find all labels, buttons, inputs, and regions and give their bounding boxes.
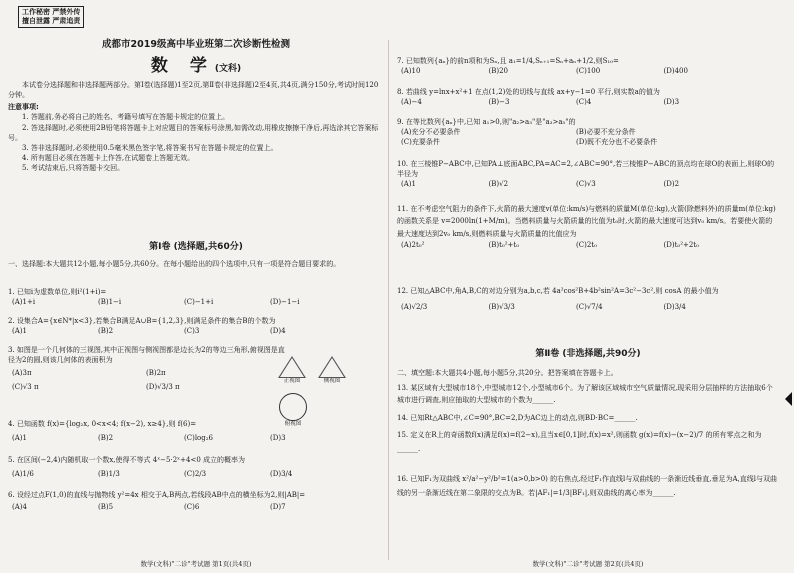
page-footer-right: 数学(文科)"二诊"考试题 第2页(共4页) [532,559,644,568]
option-c: (C)4 [576,98,592,107]
options-row [8,326,384,336]
option-a: (A)√2/3 [401,302,428,311]
question-12 [397,286,779,312]
option-c: (C)充要条件 [401,138,440,147]
subject-suffix: (文科) [214,64,242,74]
question-stem: 14. 已知Rt△ABC中,∠C=90°,BC=2,D为AC边上的动点,则BD·BC=______. [397,414,638,422]
page-right [397,0,779,573]
front-view-label: 正视图 [283,378,301,384]
option-d: (D)−1−i [270,298,300,307]
option-d: (D)3/4 [663,302,686,311]
option-c: (C)2/3 [184,470,207,479]
question-2 [8,316,384,336]
option-a: (A)3π [12,369,32,378]
notice-item: 4. 所有题目必须在答题卡上作答,在试题卷上答题无效。 [22,153,195,162]
option-c: (C)log₂6 [184,434,214,443]
option-a: (A)1 [12,434,27,443]
option-c: (C)2t₀ [576,240,597,249]
question-11 [397,203,779,250]
option-d: (D)既不充分也不必要条件 [576,138,658,147]
option-d: (D)√3/3 π [146,383,180,392]
option-a: (A)2t₀² [401,240,425,249]
option-b: (B)t₀²+t₀ [488,240,520,249]
notice-item: 2. 答选择题时,必须使用2B铅笔将答题卡上对应题目的答案标号涂黑,如需改动,用橡皮擦擦干净后,再选涂其它答案标号。 [8,123,379,142]
option-a: (A)1/6 [12,470,34,479]
option-a: (A)1 [401,180,416,189]
options-row [397,179,779,189]
option-d: (D)400 [663,67,688,76]
circle-shape [279,393,307,421]
page-footer-left: 数学(文科)"二诊"考试题 第1页(共4页) [140,559,252,568]
question-stem: 6. 设经过点F(1,0)的直线与抛物线 y²=4x 相交于A,B两点,若线段AB中点的横坐标为2,则|AB|= [8,491,306,499]
subject-name: 数 学 [150,56,215,76]
intro-paragraph: 本试卷分选择题和非选择题两部分。第Ⅰ卷(选择题)1至2页,第Ⅱ卷(非选择题)2至4页,共4页,满分150分,考试时间120分钟。 [8,81,379,100]
question-stem: 1. 已知i为虚数单位,则i²(1+i)= [8,288,107,296]
option-c: (C)6 [184,503,200,512]
question-10 [397,159,779,189]
option-b: (B)2π [146,369,166,378]
option-c: (C)100 [576,67,601,76]
notice-title: 注意事项: [8,103,39,112]
options-row [397,97,779,107]
page-fold-divider [388,40,389,560]
triangle-shape [318,356,346,378]
question-stem: 13. 某区域有大型城市18个,中型城市12个,小型城市6个。为了解该区域城市空气质量情况,现采用分层抽样的方法抽取6个城市进行调查,则应抽取的大型城市的个数为______. [397,384,773,405]
option-a: (A)4 [12,503,27,512]
option-d: (D)7 [270,503,286,512]
question-stem: 3. 如图是一个几何体的三视图,其中正视图与侧视图都是边长为2的等边三角形,俯视图是直径为2的圆,则该几何体的表面积为 [8,346,285,365]
question-15 [397,428,779,456]
question-stem: 11. 在不考虑空气阻力的条件下,火箭的最大速度v(单位:km/s)与燃料的质量M(单位:kg),火箭(除燃料外)的质量m(单位:kg)的函数关系是 v=2000ln(1+M/m)。当燃料质量与火箭质量的比值为t₀时,火箭的最大速度可达到v₀ km/s。若要使火箭的最大速度达到2v₀ km/s,则燃料质量与火箭质量的比值应为 [397,205,776,238]
option-c: (C)√7/4 [576,302,603,311]
options-row [397,240,779,250]
option-c: (C)√3 π [12,383,39,392]
option-b: (B)1/3 [98,470,120,479]
option-d: (D)4 [270,327,286,336]
option-d: (D)3/4 [270,470,293,479]
options-row [397,302,779,312]
options-row [8,433,384,443]
exam-title: 成都市2019级高中毕业班第二次诊断性检测 [102,39,290,50]
question-stem: 7. 已知数列{aₙ}的前n项和为Sₙ,且 a₁=1/4,Sₙ₊₁=Sₙ+aₙ+1/2,则S₁₀= [397,57,619,65]
option-b: (B)必要不充分条件 [576,128,636,137]
stamp-line-2: 擅自泄露 严肃追责 [22,16,81,25]
question-stem: 16. 已知F₁为双曲线 x²/a²−y²/b²=1(a>0,b>0) 的右焦点,经过F₁作直线l与双曲线的一条渐近线垂直,垂足为A,直线l与双曲线的另一条渐近线在第二象限的交点为B。若|AF₁|=1/3|BF₁|,则双曲线的离心率为______. [397,475,778,498]
option-c: (C)3 [184,327,200,336]
triangle-shape [278,356,306,378]
question-14 [397,413,779,423]
options-row [397,137,779,147]
options-row [397,66,779,76]
notice-item: 1. 答题前,务必将自己的姓名、考籍号填写在答题卡规定的位置上。 [22,113,230,122]
part1-title: 第Ⅰ卷 (选择题,共60分) [149,242,243,252]
top-view-label: 俯视图 [284,421,302,427]
option-a: (A)10 [401,67,421,76]
page-left [8,0,384,573]
question-stem: 4. 已知函数 f(x)={log₂x, 0<x<4; f(x−2), x≥4},则 f(6)= [8,420,197,428]
option-b: (B)20 [488,67,509,76]
part2-title: 第Ⅱ卷 (非选择题,共90分) [535,349,641,359]
notice-item: 5. 考试结束后,只将答题卡交回。 [22,164,125,173]
option-a: (A)1 [12,327,27,336]
question-3 [8,345,288,393]
question-4 [8,419,384,443]
option-b: (B)√2 [488,180,509,189]
stamp-line-1: 工作秘密 严禁外传 [22,8,81,16]
notice-item: 3. 答非选择题时,必须使用0.5毫米黑色签字笔,将答案书写在答题卡规定的位置上。 [22,143,278,152]
option-b: (B)1−i [98,298,122,307]
option-d: (D)t₀²+2t₀ [663,240,699,249]
section1-intro [8,259,384,269]
options-row [8,382,288,392]
question-stem: 5. 在区间(−2,4)内随机取一个数x,使得不等式 4ˣ−5·2ˣ+4<0 成立的概率为 [8,456,246,464]
option-b: (B)√3/3 [488,302,515,311]
question-5 [8,455,384,479]
option-b: (B)5 [98,503,114,512]
confidential-stamp [18,6,84,28]
question-1 [8,287,384,307]
side-view-figure [318,356,346,386]
option-c: (C)−1+i [184,298,214,307]
question-stem: 9. 在等比数列{aₙ}中,已知 a₁>0,则"a₂>a₃"是"a₃>a₅"的 [397,118,576,126]
option-c: (C)√3 [576,180,596,189]
question-stem: 15. 定义在R上的奇函数f(x)满足f(x)=f(2−x),且当x∈[0,1]时,f(x)=x²,则函数 g(x)=f(x)−(x−2)/7 的所有零点之和为______. [397,431,762,453]
options-row [8,502,384,512]
instructions-block [8,80,384,173]
option-d: (D)3 [270,434,286,443]
side-view-label: 侧视图 [323,378,341,384]
section2-intro [397,368,779,378]
options-row [8,469,384,479]
option-d: (D)2 [663,180,680,189]
question-stem: 2. 设集合A={x∈N*|x<3},若集合B满足A∪B={1,2,3},则满足条件的集合B的个数为 [8,317,276,325]
option-d: (D)3 [663,98,680,107]
question-stem: 12. 已知△ABC中,角A,B,C的对边分别为a,b,c,若 4a²cos²B+4b²sin²A=3c²−3c²,则 cosA 的最小值为 [397,287,719,295]
options-row [8,297,384,307]
options-row [8,368,288,378]
option-a: (A)1+i [12,298,36,307]
options-row [397,127,779,137]
subject-title [8,54,384,79]
option-b: (B)2 [98,327,114,336]
section1-intro-text: 一、选择题:本大题共12小题,每小题5分,共60分。在每小题给出的四个选项中,只有一项是符合题目要求的。 [8,260,341,268]
question-7 [397,56,779,76]
question-16 [397,472,779,501]
question-6 [8,490,384,512]
question-9 [397,117,779,147]
option-a: (A)−4 [401,98,422,107]
option-b: (B)−3 [488,98,510,107]
front-view-figure [278,356,306,386]
question-13 [397,382,779,407]
option-b: (B)2 [98,434,114,443]
question-stem: 8. 若曲线 y=lnx+x²+1 在点(1,2)处的切线与直线 ax+y−1=0 平行,则实数a的值为 [397,88,660,96]
question-stem: 10. 在三棱锥P−ABC中,已知PA⊥底面ABC,PA=AC=2,∠ABC=90°,若三棱锥P−ABC的顶点均在球O的表面上,则球O的半径为 [397,160,775,179]
question-8 [397,87,779,107]
option-a: (A)充分不必要条件 [401,128,461,137]
binder-clip-icon [785,392,792,406]
section2-intro-text: 二、填空题:本大题共4小题,每小题5分,共20分。把答案填在答题卡上。 [397,369,618,377]
